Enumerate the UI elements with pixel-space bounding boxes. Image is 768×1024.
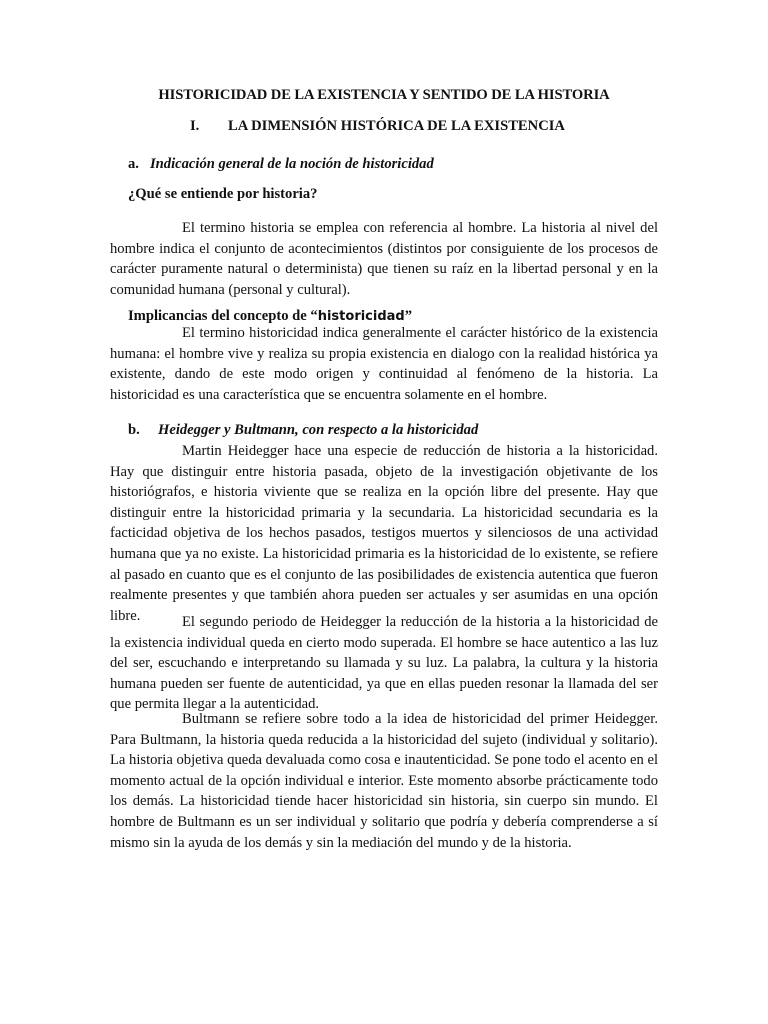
document-title: HISTORICIDAD DE LA EXISTENCIA Y SENTIDO DE LA HISTORIA [158,87,610,103]
subsection-b-title: Heidegger y Bultmann, con respecto a la historicidad [158,422,479,438]
section-title: LA DIMENSIÓN HISTÓRICA DE LA EXISTENCIA [228,118,565,134]
subsection-b-heading [128,421,478,439]
implications-heading-prefix: Implicancias del concepto de “ [128,308,318,324]
implications-heading-suffix: ” [404,308,413,324]
paragraph-segundo-periodo: El segundo periodo de Heidegger la reducción de la historia a la historicidad de la existencia individual queda en cierto modo superada. El hombre se hace autentico a las luz del ser, escuchando e interpretando su llamada y su luz. La palabra, la cultura y la historia humana pueden ser fuente de autenticidad, ya que en ellas pueden resonar la llamada del ser que permita llegar a la autenticidad. [110,614,658,713]
subsection-a-letter: a. [128,156,139,172]
section-number: I. [190,118,200,134]
subsection-a-title: Indicación general de la noción de historicidad [150,156,434,172]
paragraph-historia: El termino historia se emplea con referencia al hombre. La historia al nivel del hombre indica el conjunto de acontecimientos (distintos por consiguiente de los procesos de carácter puramente natural o determinista) que tienen su raíz en la libertad personal y en la comunidad humana (personal y cultural). [110,220,658,298]
subsection-b-letter: b. [128,422,140,438]
subsection-a-heading [128,155,434,173]
paragraph-bultmann: Bultmann se refiere sobre todo a la idea de historicidad del primer Heidegger. Para Bultmann, la historia queda reducida a la historicidad del sujeto (individual y solitario). La historia objetiva queda devaluada como cosa e inautenticidad. Se pone todo el acento en el momento actual de la opción individual e interior. Este momento absorbe prácticamente todo los demás. La historicidad tiende hacer historicidad sin historia, sin cuerpo sin mundo. El hombre de Bultmann es un ser individual y solitario que podría y debería comprenderse a sí mismo sin la ayuda de los demás y sin la mediación del mundo y de la historia. [110,711,658,851]
question-heading: ¿Qué se entiende por historia? [128,186,318,202]
section-heading [190,117,565,135]
paragraph-heidegger: Martin Heidegger hace una especie de reducción de historia a la historicidad. Hay que distinguir entre historia pasada, objeto de la investigación objetivante de los historiógrafos, e historia viviente que se realiza en la opción libre del presente. Hay que distinguir entre la historicidad primaria y la secundaria. La historicidad secundaria es la facticidad objetiva de los hechos pasados, testigos muertos y silenciosos de una actividad humana que ya no existe. La historicidad primaria es la historicidad de lo existente, se refiere al pasado en cuanto que es el conjunto de las posibilidades de existencia autentica que fueron realmente presentes y que también ahora pueden ser actuales y ser asumidas en una opción libre. [110,443,658,624]
paragraph-historicidad: El termino historicidad indica generalmente el carácter histórico de la existencia humana: el hombre vive y realiza su propia existencia en dialogo con la realidad histórica ya existente, dando de este modo origen y continuidad al fenómeno de la historia. La historicidad es una característica que se encuentra solamente en el hombre. [110,325,658,403]
implications-heading-keyword: historicidad [317,309,405,324]
